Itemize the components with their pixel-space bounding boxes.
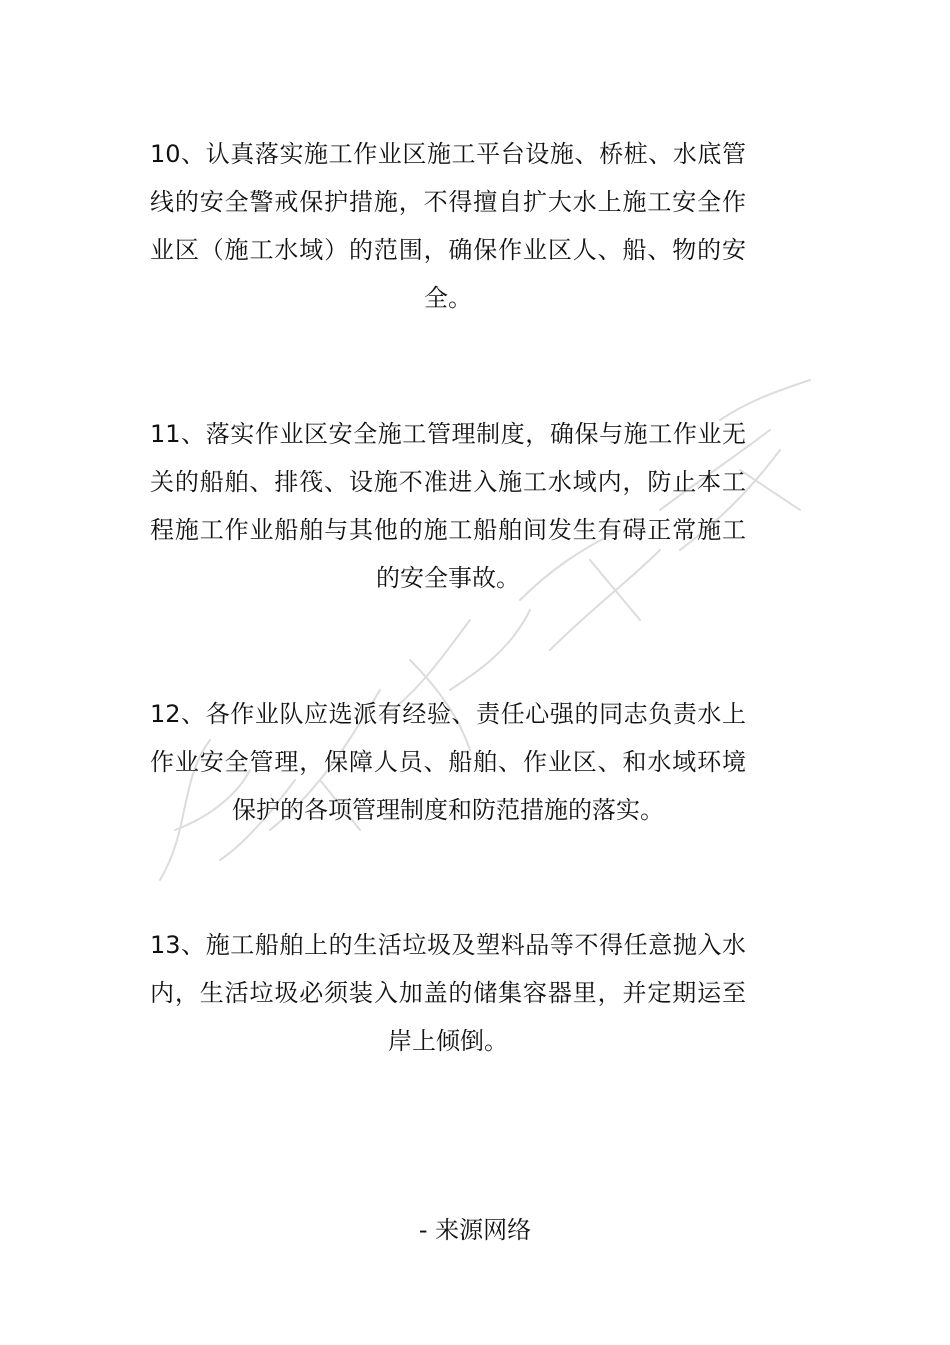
text-line: 线的安全警戒保护措施，不得擅自扩大水上施工安全作 xyxy=(150,188,746,216)
text-line: 程施工作业船舶与其他的施工船舶间发生有碍正常施工 xyxy=(150,516,746,544)
text-line: 全。 xyxy=(424,284,472,312)
paragraph-item-13 xyxy=(150,921,746,1065)
text-line: 12、各作业队应选派有经验、责任心强的同志负责水上 xyxy=(150,700,746,728)
text-line: 岸上倾倒。 xyxy=(388,1027,508,1055)
text-line: 11、落实作业区安全施工管理制度，确保与施工作业无 xyxy=(150,420,746,448)
text-line: 业区（施工水域）的范围，确保作业区人、船、物的安 xyxy=(150,236,746,264)
text-line: 13、施工船舶上的生活垃圾及塑料品等不得任意抛入水 xyxy=(150,931,746,959)
text-line: 的安全事故。 xyxy=(376,564,520,592)
paragraph-item-11 xyxy=(150,410,746,602)
text-line: 关的船舶、排筏、设施不准进入施工水域内，防止本工 xyxy=(150,468,746,496)
text-line: 10、认真落实施工作业区施工平台设施、桥桩、水底管 xyxy=(150,140,746,168)
paragraph-item-12 xyxy=(150,690,746,834)
text-line: 作业安全管理，保障人员、船舶、作业区、和水域环境 xyxy=(150,748,746,776)
text-line: 保护的各项管理制度和防范措施的落实。 xyxy=(232,796,664,824)
footer-source-note: - 来源网络 xyxy=(418,1216,532,1244)
paragraph-item-10 xyxy=(150,130,746,322)
text-line: 内，生活垃圾必须装入加盖的储集容器里，并定期运至 xyxy=(150,979,746,1007)
